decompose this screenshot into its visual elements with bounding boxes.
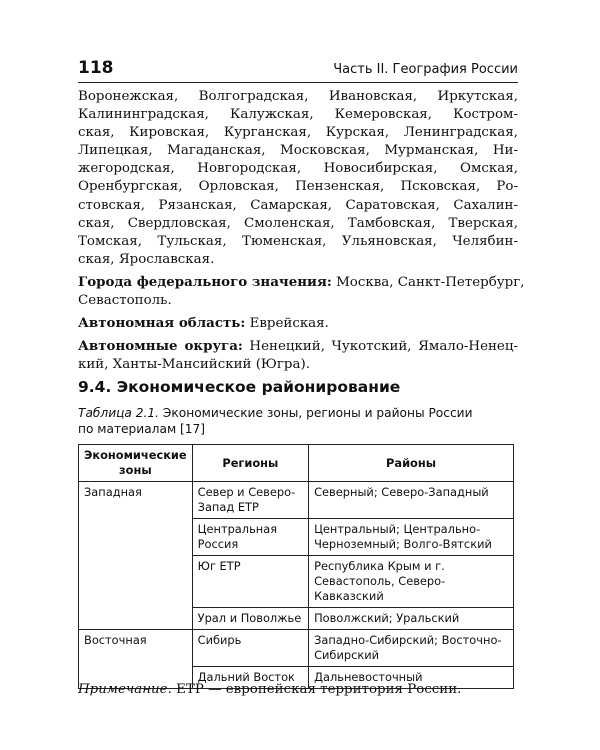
zone-cell-west: Западная	[79, 482, 193, 630]
header-zones: Экономические зоны	[79, 445, 193, 482]
autonomous-okrugs-label: Автономные округа:	[78, 338, 243, 355]
text-line: ская, Свердловская, Смоленская, Тамбовская, Тверская,	[78, 215, 518, 231]
table-row	[79, 630, 514, 667]
table-note	[78, 682, 518, 697]
region-cell: Юг ЕТР	[192, 556, 308, 608]
federal-cities-line1: Москва, Санкт-Петербург,	[336, 274, 525, 290]
note-label: Примечание.	[78, 682, 172, 697]
page-body	[78, 88, 525, 378]
text-line: Воронежская, Волгоградская, Ивановская, Иркутская,	[78, 89, 518, 104]
note-text: ЕТР — европейская территория России.	[176, 682, 462, 697]
region-cell: Урал и Поволжье	[192, 608, 308, 630]
federal-cities-line2: Севастополь.	[78, 293, 172, 309]
districts-cell: Республика Крым и г. Севастополь, Северо-Кавказский	[309, 556, 514, 608]
autonomous-oblast-value: Еврейская.	[249, 316, 329, 332]
districts-cell: Дальневосточный	[309, 667, 514, 689]
table-caption-label: Таблица 2.1.	[78, 406, 160, 420]
text-line: стовская, Рязанская, Самарская, Саратовская, Сахалин-	[78, 197, 518, 213]
text-line: Липецкая, Магаданская, Московская, Мурманская, Ни-	[78, 143, 518, 159]
page-header	[78, 52, 518, 83]
text-line: ская, Кировская, Курганская, Курская, Ленинградская,	[78, 125, 518, 141]
federal-cities-paragraph	[78, 273, 525, 310]
page-number: 118	[78, 58, 114, 78]
header-districts: Районы	[309, 445, 514, 482]
text-line: жегородская, Новгородская, Новосибирская, Омская,	[78, 161, 518, 177]
text-line: Калининградская, Калужская, Кемеровская, Костром-	[78, 107, 518, 123]
districts-cell: Центральный; Центрально-Черноземный; Волго-Вятский	[309, 519, 514, 556]
text-line: Томская, Тульская, Тюменская, Ульяновская, Челябин-	[78, 233, 518, 249]
regions-paragraph	[78, 88, 518, 269]
running-title: Часть II. География России	[333, 62, 518, 77]
districts-cell: Северный; Северо-Западный	[309, 482, 514, 519]
table-caption	[78, 405, 518, 437]
region-cell: Север и Северо-Запад ЕТР	[192, 482, 308, 519]
autonomous-okrugs-line1: Ненецкий, Чукотский, Ямало-Ненец-	[249, 339, 518, 355]
region-cell: Сибирь	[192, 630, 308, 667]
text-line: ская, Ярославская.	[78, 251, 215, 267]
table-caption-line2: по материалам [17]	[78, 422, 206, 436]
districts-cell: Западно-Сибирский; Восточно-Сибирский	[309, 630, 514, 667]
region-cell: Дальний Восток	[192, 667, 308, 689]
table-row	[79, 482, 514, 519]
table-header-row	[79, 445, 514, 482]
autonomous-oblast-paragraph	[78, 314, 518, 333]
autonomous-oblast-label: Автономная область:	[78, 315, 246, 332]
table-caption-line1: Экономические зоны, регионы и районы России	[162, 406, 473, 420]
federal-cities-label: Города федерального значения:	[78, 273, 332, 290]
text-line: Оренбургская, Орловская, Пензенская, Псковская, Ро-	[78, 179, 518, 195]
zone-cell-east: Восточная	[79, 630, 193, 689]
economic-zones-table	[78, 444, 514, 689]
header-regions: Регионы	[192, 445, 308, 482]
districts-cell: Поволжский; Уральский	[309, 608, 514, 630]
autonomous-okrugs-line2: кий, Ханты-Мансийский (Югра).	[78, 357, 310, 373]
autonomous-okrugs-paragraph	[78, 337, 518, 374]
section-title: 9.4. Экономическое районирование	[78, 378, 401, 396]
region-cell: Центральная Россия	[192, 519, 308, 556]
